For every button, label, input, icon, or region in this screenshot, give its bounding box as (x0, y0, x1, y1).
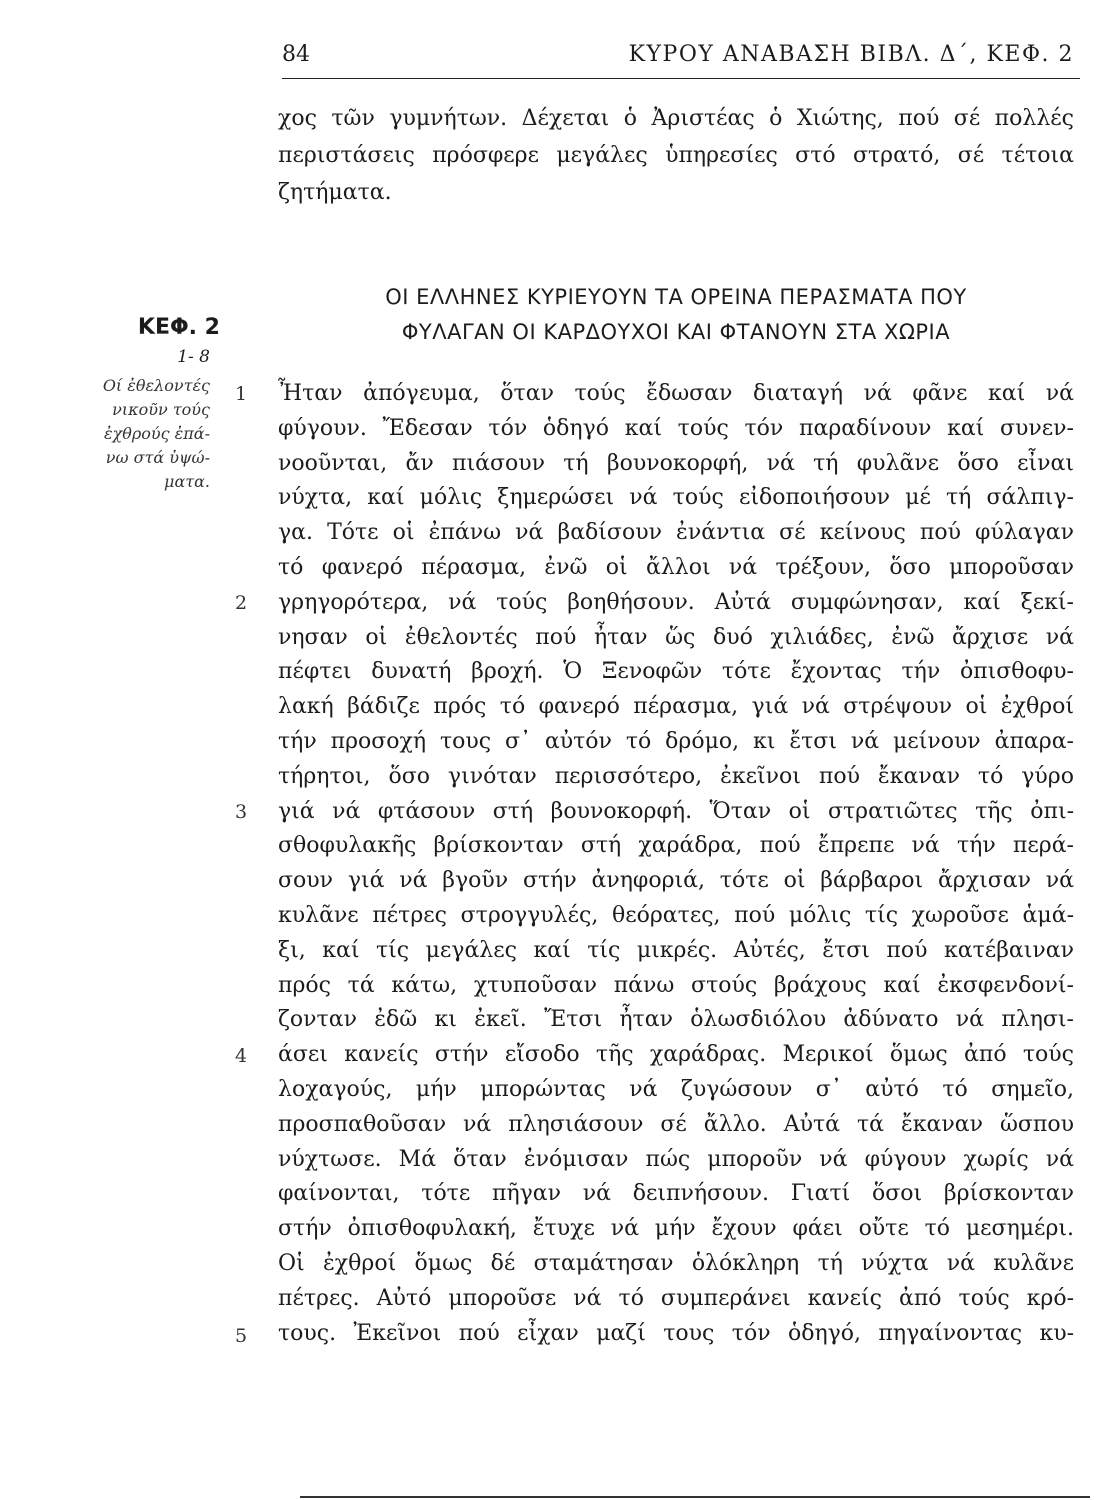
section-number: 4 (234, 1045, 248, 1067)
text-line: τήρητοι, ὅσο γινόταν περισσότερο, ἐκεῖνοι πού ἔκαναν τό γύρο (278, 764, 1074, 789)
text-line: περιστάσεις πρόσφερε μεγάλες ὑπηρεσίες στό στρατό, σέ τέτοια (278, 143, 1074, 168)
page-number: 84 (282, 42, 310, 67)
summary-line: νω στά ὑψώ- (105, 448, 210, 467)
text-line: στήν ὀπισθοφυλακή, ἔτυχε νά μήν ἔχουν φάει οὔτε τό μεσημέρι. (278, 1216, 1074, 1241)
text-line: λοχαγούς, μήν μπορώντας νά ζυγώσουν σ᾽ αὐτό τό σημεῖο, (278, 1077, 1074, 1102)
summary-line: Οί ἐθελοντές (102, 376, 210, 395)
running-title: ΚΥΡΟΥ ΑΝΑΒΑΣΗ ΒΙΒΛ. Δ΄, ΚΕΦ. 2 (628, 42, 1074, 67)
summary-line: ματα. (164, 472, 210, 491)
text-line: γιά νά φτάσουν στή βουνοκορφή. Ὅταν οἱ στρατιῶτες τῆς ὀπι- (278, 799, 1074, 824)
text-line: πρός τά κάτω, χτυποῦσαν πάνω στούς βράχους καί ἐκσφενδονί- (278, 973, 1074, 998)
text-line: φύγουν. Ἔδεσαν τόν ὁδηγό καί τούς τόν παραδίνουν καί συνεν- (278, 416, 1074, 441)
text-line: Ἦταν ἀπόγευμα, ὅταν τούς ἔδωσαν διαταγή νά φᾶνε καί νά (278, 381, 1074, 406)
margin-chapter-label: ΚΕΦ. 2 (137, 315, 220, 340)
text-line: τους. Ἐκεῖνοι πού εἶχαν μαζί τους τόν ὁδηγό, πηγαίνοντας κυ- (278, 1321, 1074, 1346)
text-line: πέφτει δυνατή βροχή. Ὁ Ξενοφῶν τότε ἔχοντας τήν ὀπισθοφυ- (278, 659, 1074, 684)
text-line: άσει κανείς στήν εἴσοδο τῆς χαράδρας. Μερικοί ὅμως ἀπό τούς (278, 1042, 1074, 1067)
heading-line: ΦΥΛΑΓΑΝ ΟΙ ΚΑΡΔΟΥΧΟΙ ΚΑΙ ΦΤΑΝΟΥΝ ΣΤΑ ΧΩΡΙΑ (401, 320, 951, 344)
text-line: ζητήματα. (278, 180, 392, 205)
text-line: νύχτωσε. Μά ὅταν ἐνόμισαν πώς μποροῦν νά φύγουν χωρίς νά (278, 1147, 1074, 1172)
text-line: πέτρες. Αὐτό μποροῦσε νά τό συμπεράνει κανείς ἀπό τούς κρό- (278, 1286, 1074, 1311)
summary-line: νικοῦν τούς (112, 400, 210, 419)
margin-summary (40, 374, 210, 494)
section-number: 2 (234, 592, 248, 614)
running-header (282, 40, 1080, 79)
text-line: νύχτα, καί μόλις ξημερώσει νά τούς εἰδοποιήσουν μέ τή σάλπιγ- (278, 485, 1074, 510)
section-number: 5 (234, 1325, 248, 1347)
text-line: νησαν οἱ ἐθελοντές πού ἦταν ὥς δυό χιλιάδες, ἐνῶ ἄρχισε νά (278, 625, 1074, 650)
text-line: λακή βάδιζε πρός τό φανερό πέρασμα, γιά νά στρέψουν οἱ ἐχθροί (278, 694, 1074, 719)
text-line: νοοῦνται, ἄν πιάσουν τή βουνοκορφή, νά τή φυλᾶνε ὅσο εἶναι (278, 451, 1074, 476)
section-number: 1 (234, 383, 248, 405)
margin-section-range: 1- 8 (177, 347, 210, 367)
text-line: Οἱ ἐχθροί ὅμως δέ σταμάτησαν ὁλόκληρη τή νύχτα νά κυλᾶνε (278, 1251, 1074, 1276)
footer-rule (300, 1496, 1090, 1498)
section-number: 3 (234, 801, 248, 823)
text-line: γρηγορότερα, νά τούς βοηθήσουν. Αὐτά συμφώνησαν, καί ξεκί- (278, 590, 1074, 615)
text-line: ξι, καί τίς μεγάλες καί τίς μικρές. Αὐτές, ἔτσι πού κατέβαιναν (278, 938, 1074, 963)
text-line: προσπαθοῦσαν νά πλησιάσουν σέ ἄλλο. Αὐτά τά ἔκαναν ὥσπου (278, 1112, 1074, 1137)
text-line: γα. Τότε οἱ ἐπάνω νά βαδίσουν ἐνάντια σέ κείνους πού φύλαγαν (278, 520, 1074, 545)
text-line: σουν γιά νά βγοῦν στήν ἀνηφοριά, τότε οἱ βάρβαροι ἄρχισαν νά (278, 868, 1074, 893)
text-line: ζονταν ἐδῶ κι ἐκεῖ. Ἔτσι ἦταν ὁλωσδιόλου ἀδύνατο νά πλησι- (278, 1007, 1074, 1032)
text-line: σθοφυλακῆς βρίσκονταν στή χαράδρα, πού ἔπρεπε νά τήν περά- (278, 833, 1074, 858)
heading-line: ΟΙ ΕΛΛΗΝΕΣ ΚΥΡΙΕΥΟΥΝ ΤΑ ΟΡΕΙΝΑ ΠΕΡΑΣΜΑΤΑ ΠΟΥ (385, 285, 967, 309)
text-line: τήν προσοχή τους σ᾽ αὐτόν τό δρόμο, κι ἔτσι νά μείνουν ἀπαρα- (278, 729, 1074, 754)
text-line: τό φανερό πέρασμα, ἐνῶ οἱ ἄλλοι νά τρέξουν, ὅσο μποροῦσαν (278, 555, 1074, 580)
text-line: χος τῶν γυμνήτων. Δέχεται ὁ Ἀριστέας ὁ Χιώτης, πού σέ πολλές (278, 106, 1074, 131)
text-line: κυλᾶνε πέτρες στρογγυλές, θεόρατες, πού μόλις τίς χωροῦσε ἁμά- (278, 903, 1074, 928)
text-line: φαίνονται, τότε πῆγαν νά δειπνήσουν. Γιατί ὅσοι βρίσκονταν (278, 1181, 1074, 1206)
summary-line: ἐχθρούς ἐπά- (103, 424, 210, 443)
